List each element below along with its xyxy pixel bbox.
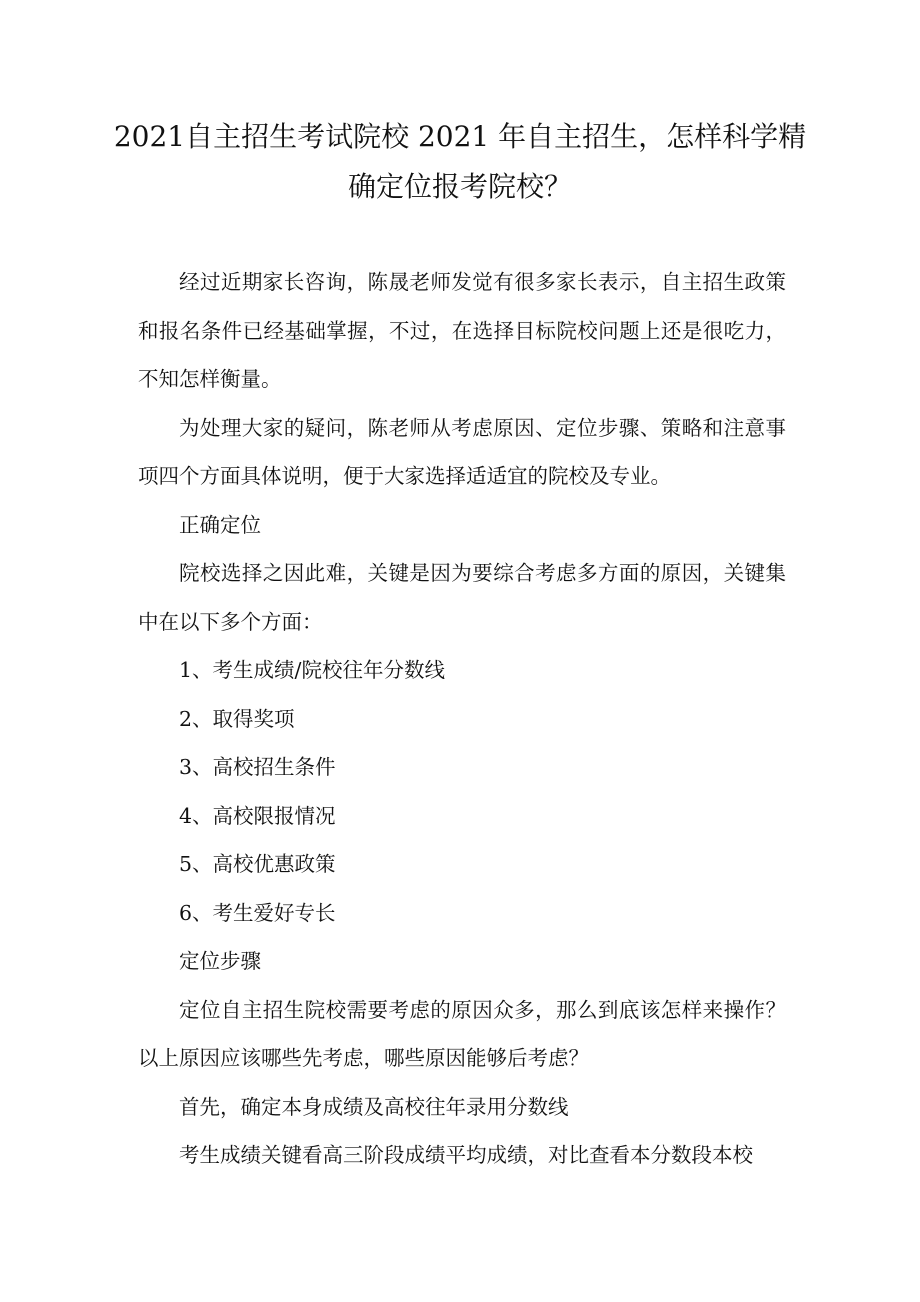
paragraph-intro: 经过近期家长咨询，陈晟老师发觉有很多家长表示，自主招生政策和报名条件已经基础掌握，不过，在选择目标院校问题上还是很吃力，不知怎样衡量。 [138,270,786,391]
paragraph-difficulty: 院校选择之因此难，关键是因为要综合考虑多方面的原因，关键集中在以下多个方面： [138,561,786,634]
paragraph-steps: 定位自主招生院校需要考虑的原因众多，那么到底该怎样来操作？以上原因应该哪些先考虑，哪些原因能够后考虑？ [138,997,786,1070]
paragraph-scores: 考生成绩关键看高三阶段成绩平均成绩，对比查看本分数段本校 [179,1143,753,1167]
list-item: 3、高校招生条件 [179,755,336,779]
paragraph-purpose: 为处理大家的疑问，陈老师从考虑原因、定位步骤、策略和注意事项四个方面具体说明，便于大家选择适适宜的院校及专业。 [138,415,786,488]
section-heading-steps: 定位步骤 [179,949,261,973]
paragraph-first-step: 首先，确定本身成绩及高校往年录用分数线 [179,1094,569,1119]
list-item: 2、取得奖项 [179,706,295,731]
list-item: 1、考生成绩/院校往年分数线 [179,658,445,682]
section-heading-positioning: 正确定位 [179,512,261,537]
document-body [138,258,786,1180]
list-item: 6、考生爱好专长 [179,900,336,925]
document-title: 2021自主招生考试院校 2021 年自主招生，怎样科学精确定位报考院校？ [113,120,807,203]
list-item: 5、高校优惠政策 [179,852,336,876]
list-item: 4、高校限报情况 [179,803,336,828]
